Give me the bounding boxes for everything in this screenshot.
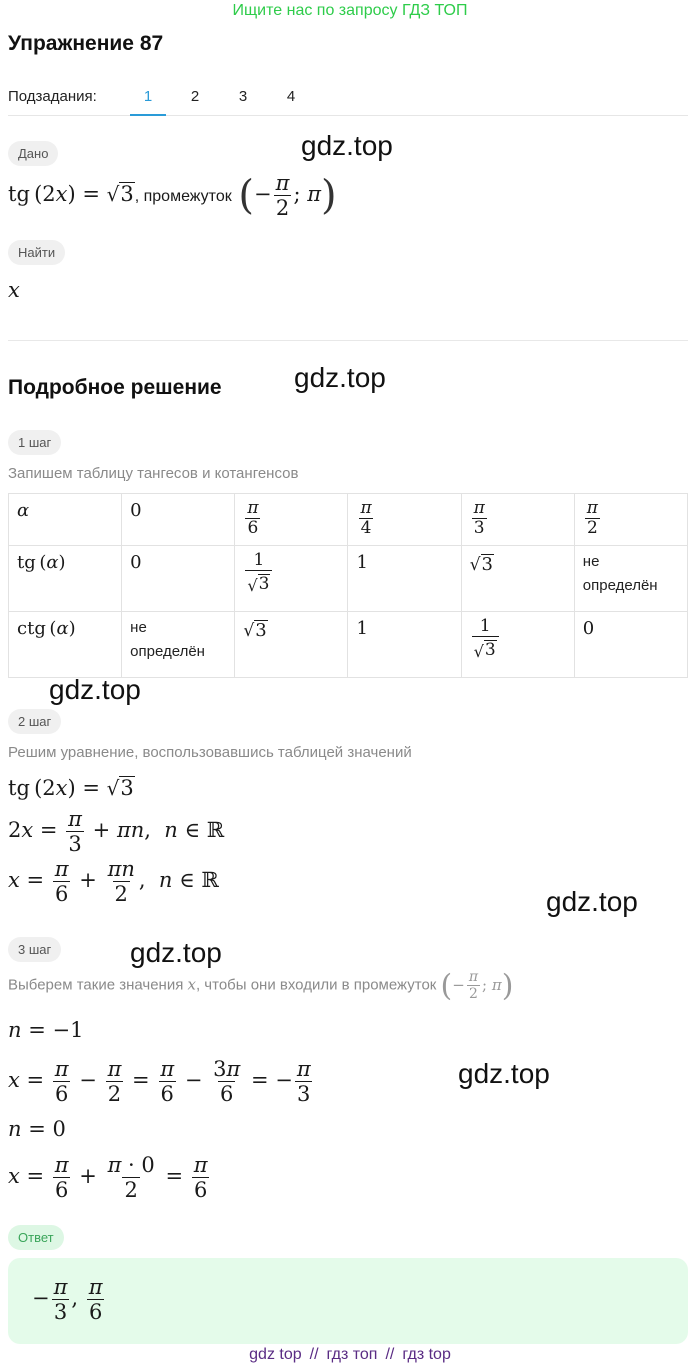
table-row: tg (α) 0 1 √ 3 1 √ 3 не определён (9, 546, 688, 612)
step-3-description: Выберем такие значения x, чтобы они входили в промежуток (− $\frac{\pi}{2}$ ; π) (8, 968, 514, 1003)
given-equation: tg (2x) = √ 3 , промежуток (− $\frac{\pi}{2}$ ; π) (8, 171, 337, 221)
step-3-line-1: n = −1 (8, 1018, 84, 1042)
watermark: gdz.top (546, 886, 638, 917)
step-1-description: Запишем таблицу тангесов и котангенсов (8, 465, 299, 482)
footer-separator: // (309, 1346, 319, 1363)
step-2-line-3: x = $\frac{\pi}{6}$ + $\frac{\pi n}{2}$ , n ∈ ℝ (8, 857, 219, 907)
find-badge: Найти (8, 240, 65, 265)
subtasks-label: Подзадания: (8, 88, 97, 105)
step-2-description: Решим уравнение, воспользовавшись таблицей значений (8, 744, 412, 761)
promo-banner: Ищите нас по запросу ГДЗ ТОП (232, 2, 468, 19)
step-2-badge: 2 шаг (8, 709, 61, 734)
footer-separator: // (385, 1346, 395, 1363)
footer-link-1[interactable]: gdz top (249, 1346, 302, 1363)
answer-box (8, 1258, 688, 1344)
watermark: gdz.top (130, 937, 222, 968)
answer-badge: Ответ (8, 1225, 64, 1250)
step-3-line-4: x = $\frac{\pi}{6}$ + $\frac{\pi \cdot 0}{2}$ = $\frac{\pi}{6}$ (8, 1153, 208, 1203)
find-variable: x (8, 278, 20, 302)
step-2-line-2: 2x = $\frac{\pi}{3}$ + πn, n ∈ ℝ (8, 807, 225, 857)
footer-link-3[interactable]: гдз top (402, 1346, 451, 1363)
step-3-line-2: x = $\frac{\pi}{6}$ − $\frac{\pi}{2}$ = $\frac{\pi}{6}$ − $\frac{3\pi}{6}$ = − $\frac{\pi}{3}$ (8, 1057, 311, 1107)
interval-text: , промежуток (134, 188, 232, 206)
solution-title: Подробное решение (8, 376, 222, 399)
subtask-tab-3[interactable]: 3 (238, 88, 248, 105)
subtask-tab-1[interactable]: 1 (130, 88, 166, 116)
section-divider (8, 340, 688, 341)
watermark: gdz.top (49, 674, 141, 705)
subtask-tab-2[interactable]: 2 (190, 88, 200, 105)
step-3-line-3: n = 0 (8, 1117, 66, 1141)
watermark: gdz.top (458, 1058, 550, 1089)
step-2-line-1: tg (2x) = √ 3 (8, 776, 134, 801)
footer-links (0, 1346, 700, 1364)
footer-link-2[interactable]: гдз топ (326, 1346, 378, 1363)
table-row: ctg (α) не определён √ 3 1 1 √ 3 0 (9, 612, 688, 678)
subtasks-bar (8, 86, 688, 116)
page-title: Упражнение 87 (8, 32, 164, 55)
step-1-badge: 1 шаг (8, 430, 61, 455)
watermark: gdz.top (301, 130, 393, 161)
watermark: gdz.top (294, 362, 386, 393)
table-row: α 0 $\frac{\pi}{6}$ $\frac{\pi}{4}$ $\frac{\pi}{3}$ $\frac{\pi}{2}$ (9, 494, 688, 546)
trig-table (8, 493, 688, 678)
given-badge: Дано (8, 141, 58, 166)
answer-value: − $\frac{\pi}{3}$ , $\frac{\pi}{6}$ (32, 1275, 103, 1325)
subtask-tab-4[interactable]: 4 (286, 88, 296, 105)
step-3-badge: 3 шаг (8, 937, 61, 962)
